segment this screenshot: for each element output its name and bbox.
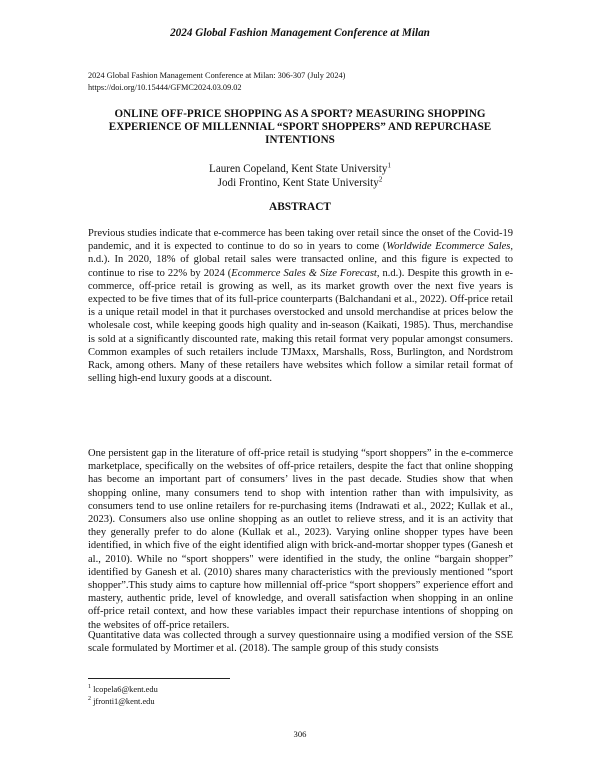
doi-link[interactable]: https://doi.org/10.15444/GFMC2024.03.09.02 xyxy=(88,82,242,92)
author-name: Jodi Frontino, Kent State University xyxy=(217,177,379,189)
italic-citation: Ecommerce Sales & Size Forecast xyxy=(231,267,377,279)
footnote-email[interactable]: jfronti1@kent.edu xyxy=(91,697,155,707)
paragraph-text: n.d.). In 2020, 18% of global retail sales were transacted online, and this figure is expected to continue to rise to 22% by 2024 ( xyxy=(88,254,513,279)
author-line xyxy=(0,176,600,190)
italic-citation: Worldwide Ecommerce Sales, xyxy=(386,241,513,253)
paper-title: ONLINE OFF-PRICE SHOPPING AS A SPORT? MEASURING SHOPPING EXPERIENCE OF MILLENNIAL “SPORT SHOPPERS” AND REPURCHASE INTENTIONS xyxy=(108,108,492,146)
abstract-paragraph: One persistent gap in the literature of off-price retail is studying “sport shoppers” in the e-commerce marketplace, specifically on the websites of off-price retailers, despite the fact that online shopping has become an important part of consumers’ lives in the past decade. Studies show that when shopping online, many consumers tend to shop with intention rather than with impulsivity, as consumers tend to use online retailers for re-purchasing items (Indrawati et al., 2022; Kullak et al., 2023). Consumers also use online shopping as an outlet to relieve stress, and it is an activity that they generally prefer to do alone (Kullak et al., 2023). Varying online shopper types have been identified, in which five of the eight identified align with brick-and-mortar shopper types (Ganesh et al., 2010). While no “sport shoppers" were identified in the study, the online “bargain shopper” identified by Ganesh et al. (2010) shares many characteristics with the previously mentioned “sport shopper”.This study aims to capture how millennial off-price “sport shoppers” experience effort and mastery, authentic pride, level of knowledge, and overall satisfaction when shopping in an online off-price retail context, and how these variables impact their repurchase intentions of shopping on the websites of off-price retailers. xyxy=(88,448,513,631)
author-name: Lauren Copeland, Kent State University xyxy=(209,163,388,175)
abstract-heading: ABSTRACT xyxy=(268,201,332,213)
citation-block xyxy=(88,70,345,93)
footnote-marker[interactable]: 1 xyxy=(387,161,391,170)
footnote-number: 2 xyxy=(88,696,91,703)
running-header: 2024 Global Fashion Management Conference at Milan xyxy=(170,27,430,39)
footnote xyxy=(88,696,158,708)
paragraph-text: , n.d.). Despite this growth in e-commerce, off-price retail is growing as well, as its market growth over the next five years is expected to be five times that of its full-price counterparts (Balchandani et al., 2022). Off-price retail is a unique retail model in that it purchases overstocked and unsold merchandise at prices below the wholesale cost, while keeping goods high quality and in-season (Kaikati, 1985). Thus, merchandise is sold at a significantly discounted rate, making this retail format very popular amongst consumers. Common examples of such retailers include TJMaxx, Marshalls, Ross, Burlington, and Nordstrom Rack, among others. Many of these retailers have websites which follow a similar retail format of selling high-end luxury goods at a discount. xyxy=(88,267,513,385)
footnote-email[interactable]: lcopela6@kent.edu xyxy=(91,685,158,694)
footnote-divider xyxy=(88,678,230,679)
footnotes xyxy=(88,684,158,708)
footnote-number: 1 xyxy=(88,684,91,691)
page-number: 306 xyxy=(293,729,307,739)
abstract-paragraph: Quantitative data was collected through a survey questionnaire using a modified version of the SSE scale formulated by Mortimer et al. (2018). The sample group of this study consists xyxy=(88,630,513,655)
author-line xyxy=(0,162,600,176)
footnote-marker[interactable]: 2 xyxy=(378,175,383,184)
paragraph-text: Previous studies indicate that e-commerce has been taking over retail since the onset of the Covid-19 pandemic, and it is expected to continue to do so in years to come ( xyxy=(88,228,513,253)
author-list xyxy=(0,162,600,190)
citation-line: 2024 Global Fashion Management Conference at Milan: 306-307 (July 2024) xyxy=(88,71,346,80)
footnote xyxy=(88,684,158,696)
abstract-paragraph xyxy=(88,227,513,385)
